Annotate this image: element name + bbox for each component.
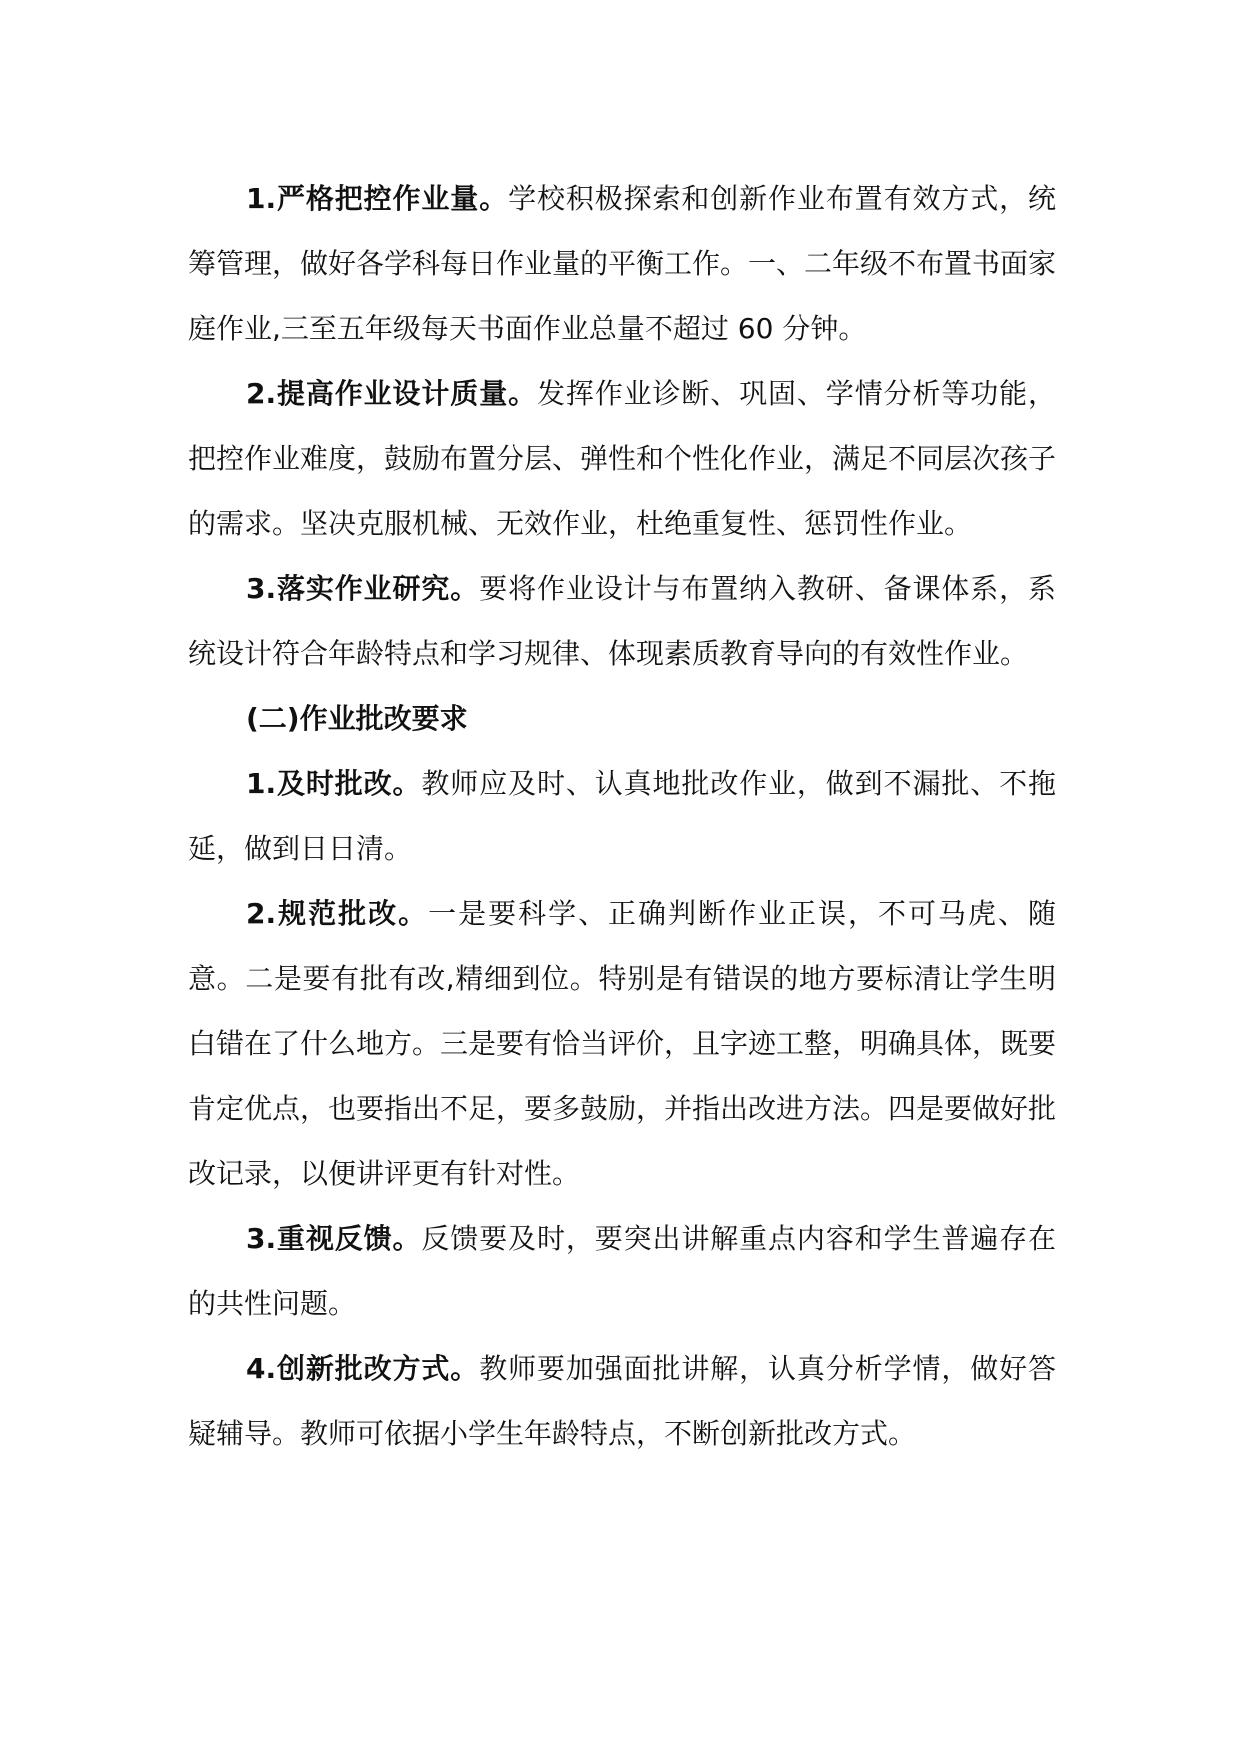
paragraph-heading: 2.规范批改。	[246, 897, 429, 930]
paragraph-text: 要将作业设计与布置纳入教研、备课体系，系统设计符合年龄特点和学习规律、体现素质教育导向的有效性作业。	[188, 572, 1056, 670]
paragraph-feedback	[188, 1206, 1056, 1336]
paragraph-standard-grading	[188, 881, 1056, 1206]
paragraph-heading: 1.及时批改。	[246, 767, 422, 800]
paragraph-innovative-grading	[188, 1336, 1056, 1466]
paragraph-heading: 4.创新批改方式。	[246, 1352, 480, 1385]
paragraph-text: 教师要加强面批讲解，认真分析学情，做好答疑辅导。教师可依据小学生年龄特点，不断创新批改方式。	[188, 1352, 1056, 1450]
paragraph-workload-control	[188, 166, 1056, 361]
paragraph-heading: 1.严格把控作业量。	[246, 182, 509, 215]
paragraph-text: 发挥作业诊断、巩固、学情分析等功能，把控作业难度，鼓励布置分层、弹性和个性化作业，满足不同层次孩子的需求。坚决克服机械、无效作业，杜绝重复性、惩罚性作业。	[188, 377, 1057, 540]
paragraph-text: 一是要科学、正确判断作业正误，不可马虎、随意。二是要有批有改,精细到位。特别是有错误的地方要标清让学生明白错在了什么地方。三是要有恰当评价，且字迹工整，明确具体，既要肯定优点，也要指出不足，要多鼓励，并指出改进方法。四是要做好批改记录，以便讲评更有针对性。	[188, 897, 1057, 1190]
paragraph-design-quality	[188, 361, 1056, 556]
paragraph-heading: 3.落实作业研究。	[246, 572, 480, 605]
paragraph-homework-research	[188, 556, 1056, 686]
paragraph-text: 反馈要及时，要突出讲解重点内容和学生普遍存在的共性问题。	[188, 1222, 1056, 1320]
paragraph-text: 教师应及时、认真地批改作业，做到不漏批、不拖延，做到日日清。	[188, 767, 1056, 865]
document-body	[188, 166, 1056, 1466]
paragraph-text: 学校积极探索和创新作业布置有效方式，统筹管理，做好各学科每日作业量的平衡工作。一、二年级不布置书面家庭作业,三至五年级每天书面作业总量不超过 60 分钟。	[188, 182, 1057, 345]
paragraph-heading: 3.重视反馈。	[246, 1222, 422, 1255]
section-heading-grading	[188, 686, 1056, 751]
paragraph-heading: 2.提高作业设计质量。	[246, 377, 537, 410]
paragraph-timely-grading	[188, 751, 1056, 881]
section-heading: (二)作业批改要求	[246, 702, 468, 735]
